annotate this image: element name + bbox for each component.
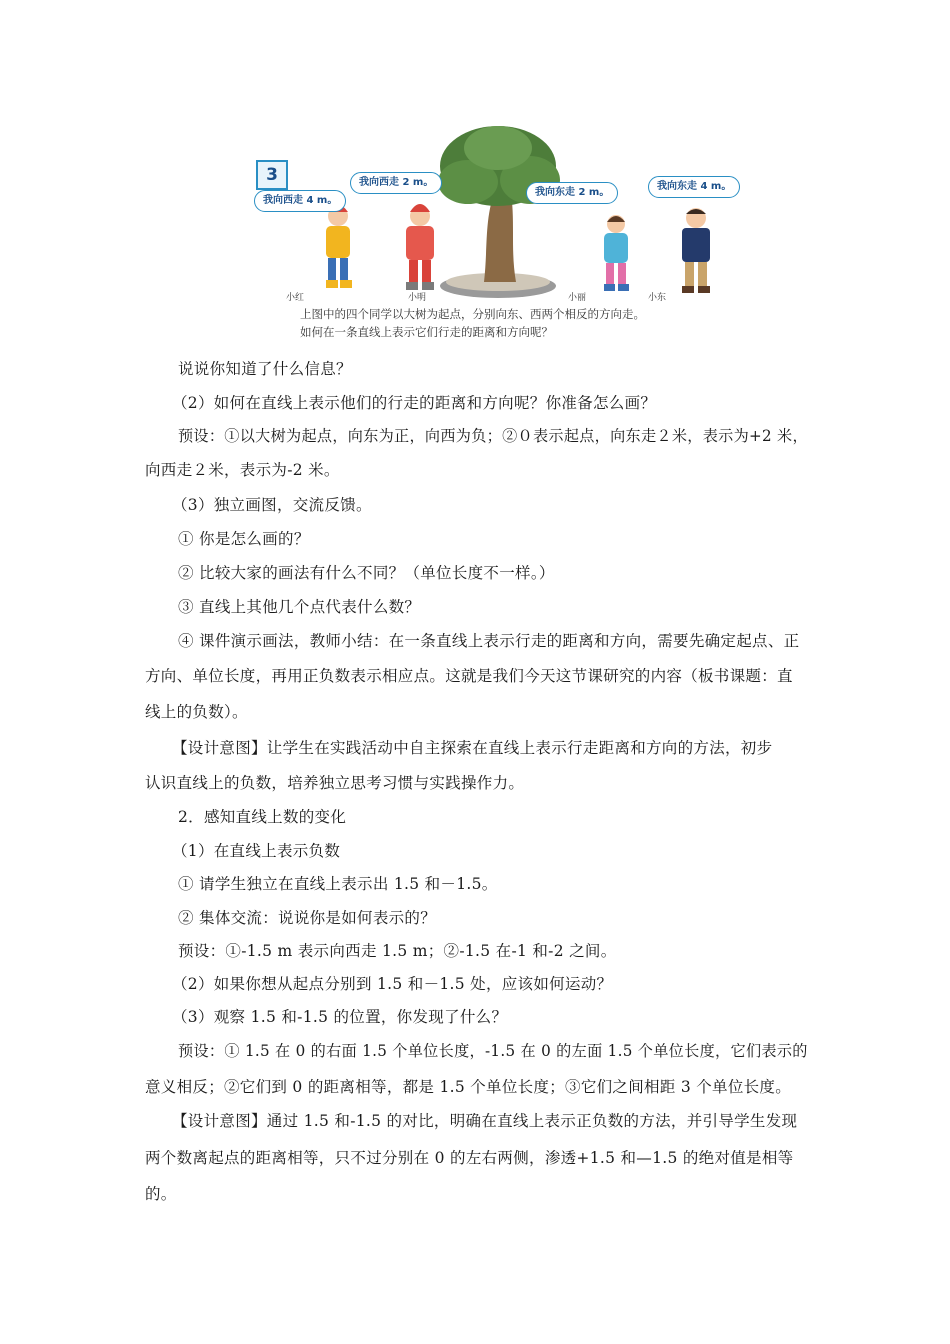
- child-xiaodong: [682, 208, 710, 293]
- name-label-xiaohong: 小红: [286, 293, 305, 303]
- speech-bubble-xiaoming: 我向西走 2 m。: [350, 172, 442, 194]
- figure-caption-line-1: 上图中的四个同学以大树为起点，分别向东、西两个相反的方向走。: [300, 307, 645, 321]
- speech-bubble-xiaoli: 我向东走 2 m。: [526, 182, 618, 204]
- speech-bubble-xiaohong: 我向西走 4 m。: [254, 190, 346, 212]
- child-xiaoli: [604, 215, 629, 291]
- textbook-illustration: [248, 118, 758, 350]
- name-label-xiaoli: 小丽: [568, 293, 587, 303]
- name-label-xiaodong: 小东: [648, 293, 667, 303]
- example-number-badge: 3: [256, 160, 288, 190]
- figure-caption-line-2: 如何在一条直线上表示它们行走的距离和方向呢？: [300, 325, 553, 339]
- child-xiaohong: [326, 205, 352, 288]
- speech-bubble-xiaodong: 我向东走 4 m。: [648, 176, 740, 198]
- name-label-xiaoming: 小明: [408, 293, 427, 303]
- child-xiaoming: [406, 204, 434, 290]
